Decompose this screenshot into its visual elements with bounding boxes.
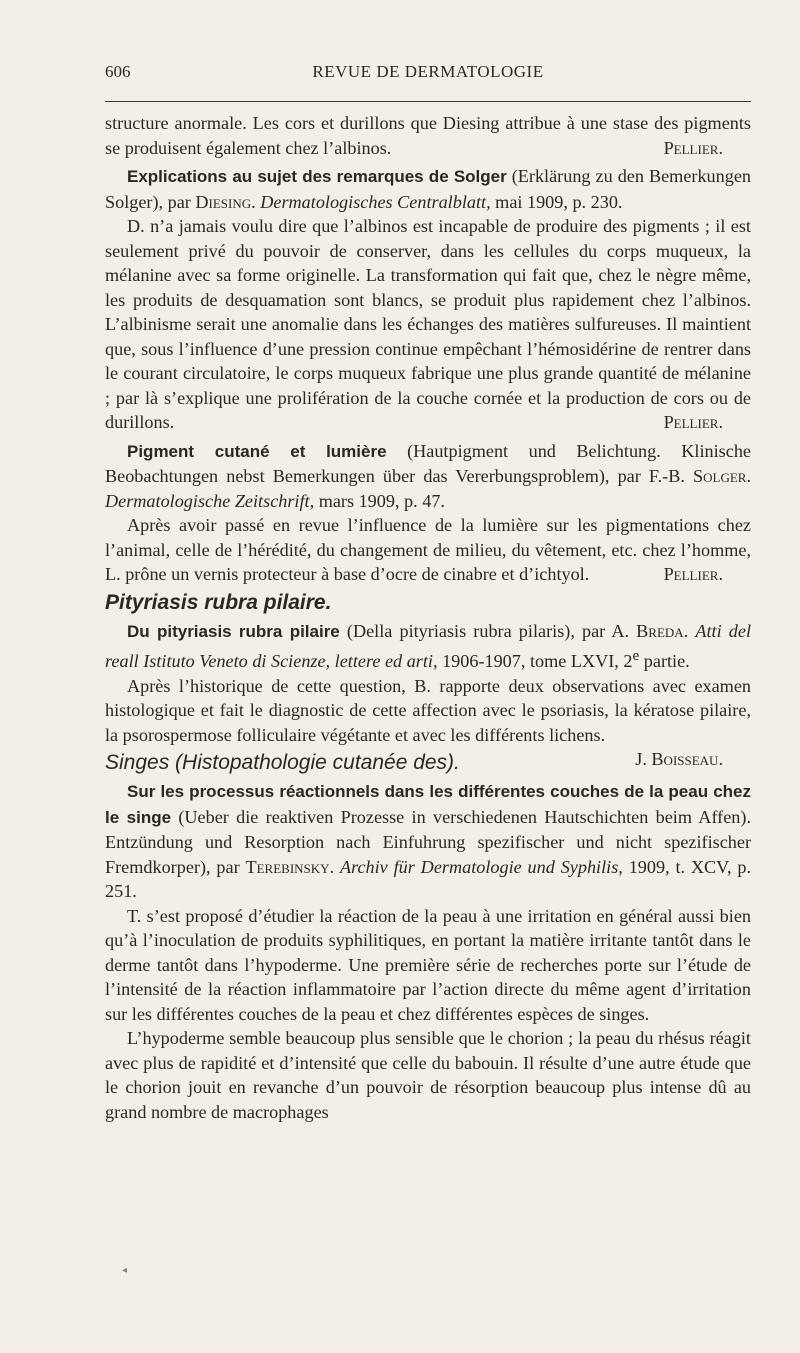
entry-author: Terebinsky. (245, 856, 335, 877)
signature: J. Boisseau. (635, 749, 723, 770)
paragraph: structure anormale. Les cors et durillons que Diesing attribue à une stase des pigments se produisent également chez l’albinos. Pellier. (105, 111, 751, 160)
bibliographic-entry: Sur les processus réactionnels dans les différentes couches de la peau chez le singe (Ueber die reaktiven Prozesse in verschiedenen Hautschichten beim Affen). Entzündung und Resorption nach Einfuhrung spezifischer und nicht spezifischer Fremdkorper), par Terebinsky. Archiv für Dermatologie und Syphilis, 1909, t. XCV, p. 251. (105, 782, 752, 902)
paragraph: T. s’est proposé d’étudier la réaction de la peau à une irritation en général aussi bien qu’à l’inoculation de produits syphilitiques, en portant la matière irritante tantôt dans le derme tantôt dans l’hypoderme. Une première série de recherches porte sur l’étude de l’intensité de la réaction inflammatoire par l’action directe du même agent d’irritation sur les différentes couches de la peau et chez différentes espèces de singes. (105, 905, 751, 1024)
bibliographic-entry: Explications au sujet des remarques de Solger (Erklärung zu den Bemerkungen Solger), par Diesing. Dermatologisches Centralblatt, mai 1909, p. 230. (105, 166, 751, 212)
entry-title: Sur les processus réactionnels dans les différentes couches de la peau chez le singe (105, 782, 751, 827)
entry-title: Du pityriasis rubra pilaire (127, 621, 340, 641)
header-rule (105, 101, 751, 102)
bibliographic-entry: Du pityriasis rubra pilaire (Della pityriasis rubra pilaris), par A. Breda. Atti del reall Istituto Veneto di Scienze, lettere ed arti, 1906-1907, tome LXVI, 2e partie. (105, 620, 752, 672)
bibliographic-entry: Pigment cutané et lumière (Hautpigment und Belichtung. Klinische Beobachtungen nebst Bemerkungen über das Vererbungsproblem), par F.-B. Solger. Dermatologische Zeitschrift, mars 1909, p. 47. (105, 440, 751, 511)
entry-author: Solger. (693, 466, 751, 486)
entry-title: Pigment cutané et lumière (127, 441, 387, 461)
margin-mark: ◂ (122, 1265, 128, 1276)
page-header (105, 62, 751, 86)
paragraph: Après avoir passé en revue l’influence de la lumière sur les pigmentations chez l’animal, celle de l’hérédité, du changement de milieu, du vêtement, etc. chez l’homme, L. prône un vernis protecteur à base d’ocre de cinabre et d’ichtyol. Pellier. (105, 513, 751, 587)
section-heading: Pityriasis rubra pilaire. (105, 590, 332, 614)
paragraph: D. n’a jamais voulu dire que l’albinos est incapable de produire des pigments ; il est seulement privé du pouvoir de conserver, dans les cellules du corps muqueux, la mélanine avec sa forme originelle. La transformation qui fait que, chez le nègre même, les produits de desquamation sont blancs, se produit plus rapidement chez l’albinos. L’albinisme serait une anomalie dans les échanges des matières sulfureuses. Il maintient que, sous l’influence d’une pression continue empêchant l’hémosidérine de rentrer dans le courant circulatoire, le corps muqueux fabrique une plus grande quantité de mélanine ; par là s’explique une prolifération de la couche cornée et la production de cors ou de durillons. Pellier. (105, 214, 751, 435)
signature: Pellier. (663, 412, 723, 432)
signature: Pellier. (663, 564, 723, 584)
entry-journal: Dermatologische Zeitschrift, (105, 490, 315, 511)
signature: Pellier. (663, 137, 723, 158)
entry-author: Diesing. (195, 191, 256, 212)
entry-journal: Atti del reall Istituto Veneto di Scienze, lettere ed arti, (105, 620, 752, 672)
page-body (105, 111, 751, 1124)
page-number: 606 (105, 62, 131, 81)
entry-journal: Dermatologisches Centralblatt, (260, 191, 491, 212)
entry-journal: Archiv für Dermatologie und Syphilis, (339, 856, 623, 877)
running-title: REVUE DE DERMATOLOGIE (312, 62, 544, 81)
paragraph: Après l’historique de cette question, B. rapporte deux observations avec examen histologique et fait le diagnostic de cette affection avec le psoriasis, la kératose pilaire, la psorospermose folliculaire végétante et avec les différents lichens. J. Boisseau. (105, 674, 751, 748)
section-heading: Singes (Histopathologie cutanée des). (105, 751, 460, 775)
entry-title: Explications au sujet des remarques de Solger (127, 167, 507, 186)
paragraph: L’hypoderme semble beaucoup plus sensible que le chorion ; la peau du rhésus réagit avec plus de rapidité et d’intensité que celle du babouin. Il résulte d’une autre étude que le chorion jouit en revanche d’un pouvoir de résorption beaucoup plus intense dû au grand nombre de macrophages (105, 1028, 751, 1122)
entry-author: Breda. (636, 620, 689, 641)
